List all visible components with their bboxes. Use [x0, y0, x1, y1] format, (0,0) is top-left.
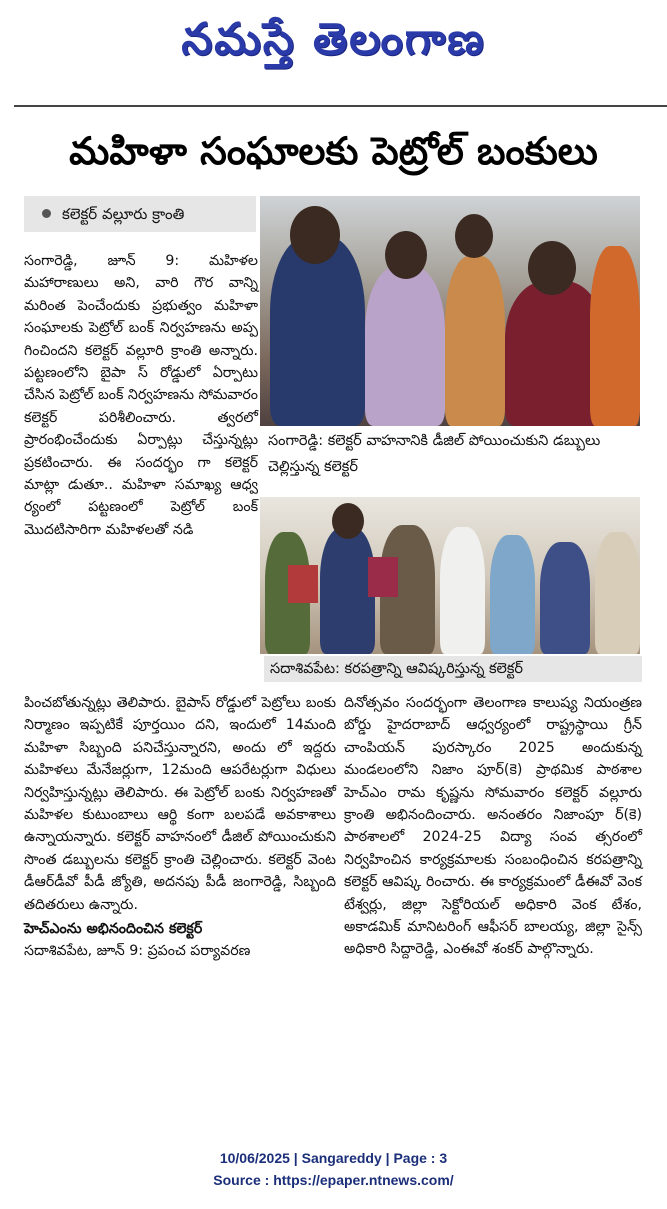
person-head: [455, 214, 493, 258]
person-figure: [270, 236, 365, 426]
article-column-top-left: [24, 250, 258, 541]
photo1-caption: సంగారెడ్డి: కలెక్టర్ వాహనానికి డీజిల్ పోయించుకుని డబ్బులు చెల్లిస్తున్న కలెక్టర్: [268, 433, 601, 475]
person-head: [528, 241, 576, 295]
article-column-bottom-right: [344, 692, 642, 961]
sub-headline: హెచ్‌ఎంను అభినందించిన కలెక్టర్: [24, 921, 203, 938]
footer-date-line: 10/06/2025 | Sangareddy | Page : 3: [219, 1150, 448, 1166]
person-figure: [445, 256, 505, 426]
person-figure: [320, 527, 375, 654]
article-paragraph: సదాశివపేట, జూన్ 9: ప్రపంచ పర్యావరణ: [24, 943, 251, 960]
article-paragraph: సంగారెడ్డి, జూన్ 9: మహిళల మహారాణులు అని, వారి గౌర వాన్ని మరింత పెంచేందుకు ప్రభుత్వం మహిళా సంఘాలకు పెట్రోల్ బంక్ నిర్వహణను అప్ప గించిందని కలెక్టర్ వల్లూరి క్రాంతి అన్నారు. పట్టణంలోని బైపా స్ రోడ్డులో ఏర్పాటు చేసిన పెట్రోల్ బంక్ నిర్వహణను సోమవారం కలెక్టర్ పరిశీలించారు. త్వరలో ప్రారంభించేందుకు ఏర్పాట్లు చేస్తున్నట్లు ప్రకటించారు. ఈ సందర్భం గా కలెక్టర్ మాట్లా డుతూ.. మహిళా సమాఖ్య ఆధ్వ ర్యంలో పట్టణంలో పెట్రోల్ బంక్ మొదటిసారిగా మహిళలతో నడి: [24, 253, 258, 538]
article-column-bottom-left: [24, 692, 336, 963]
pamphlet: [288, 565, 318, 603]
article-headline: మహిళా సంఘాలకు పెట్రోల్ బంకులు: [69, 129, 598, 173]
person-head: [290, 206, 340, 264]
newspaper-logo: నమస్తే తెలంగాణ: [181, 14, 486, 65]
person-figure: [440, 527, 485, 654]
photo2-caption: సదాశివపేట: కరపత్రాన్ని ఆవిష్కరిస్తున్న కలెక్టర్: [264, 656, 642, 682]
person-figure: [365, 266, 445, 426]
masthead: [0, 0, 667, 100]
pamphlet: [368, 557, 398, 597]
photo-collector-petrol-bunk: [260, 196, 640, 426]
article-paragraph: పించబోతున్నట్లు తెలిపారు. బైపాస్ రోడ్డులో పెట్రోలు బంకు నిర్మాణం ఇప్పటికే పూర్తయిం దని, ఇందులో 14మంది మహిళా సిబ్బంది పనిచేస్తున్నారని, అందు లో ఇద్దరు మహిళలు మేనేజర్లుగా, 12మంది ఆపరేటర్లుగా విధులు నిర్వహిస్తున్నట్లు తెలిపారు. ఈ పెట్రోల్ బంకు నిర్వహణతో మహిళల కుటుంబాలు ఆర్థి కంగా బలపడే అవకాశాలు ఉన్నాయన్నారు. కలెక్టర్ వాహనంలో డీజిల్ పోయించుకుని సొంత డబ్బులను కలెక్టర్ క్రాంతి చెల్లించారు. కలెక్టర్ వెంట డీఆర్‌డీవో పీడీ జ్యోతి, అదనపు పీడీ జంగారెడ్డి, సిబ్బంది తదితరులు ఉన్నారు.: [24, 695, 336, 913]
person-head: [332, 503, 364, 539]
person-figure: [540, 542, 590, 654]
page-footer: [0, 1147, 667, 1191]
bullet-icon: [42, 209, 51, 218]
masthead-divider: [14, 105, 667, 107]
person-figure: [590, 246, 640, 426]
person-figure: [595, 532, 640, 654]
person-figure: [490, 535, 535, 654]
photo-pamphlet-release: [260, 497, 640, 654]
article-paragraph: దినోత్సవం సందర్భంగా తెలంగాణ కాలుష్య నియంత్రణ బోర్డు హైదరాబాద్ ఆధ్వర్యంలో రాష్ట్రస్థాయి గ్రీన్ చాంపియన్ పురస్కారం 2025 అందుకున్న మండలంలోని నిజాం పూర్(కె) ప్రాథమిక పాఠశాల హెచ్‌ఎం రామ కృష్ణను సోమవారం కలెక్టర్ వల్లూరు క్రాంతి అభినందించారు. అనంతరం నిజాంపూ ర్(కె) పాఠశాలలో 2024-25 విద్యా సంవ త్సరంలో నిర్వహించిన కార్యక్రమాలకు సంబంధించిన కరపత్రాన్ని కలెక్టర్ ఆవిష్క రించారు. ఈ కార్యక్రమంలో డీఈవో వెంక టేశ్వర్లు, జిల్లా సెక్టోరియల్ అధికారి వెంక టేశం, అకాడమిక్ మానిటరింగ్ ఆఫీసర్ బాలయ్య, జిల్లా సైన్స్ అధికారి సిద్దారెడ్డి, ఎంఈవో శంకర్ పాల్గొన్నారు.: [344, 695, 642, 958]
byline-text: కలెక్టర్ వల్లూరు క్రాంతి: [62, 205, 185, 223]
footer-source-line: Source : https://epaper.ntnews.com/: [213, 1172, 454, 1188]
person-head: [385, 231, 427, 279]
byline: [24, 196, 256, 232]
